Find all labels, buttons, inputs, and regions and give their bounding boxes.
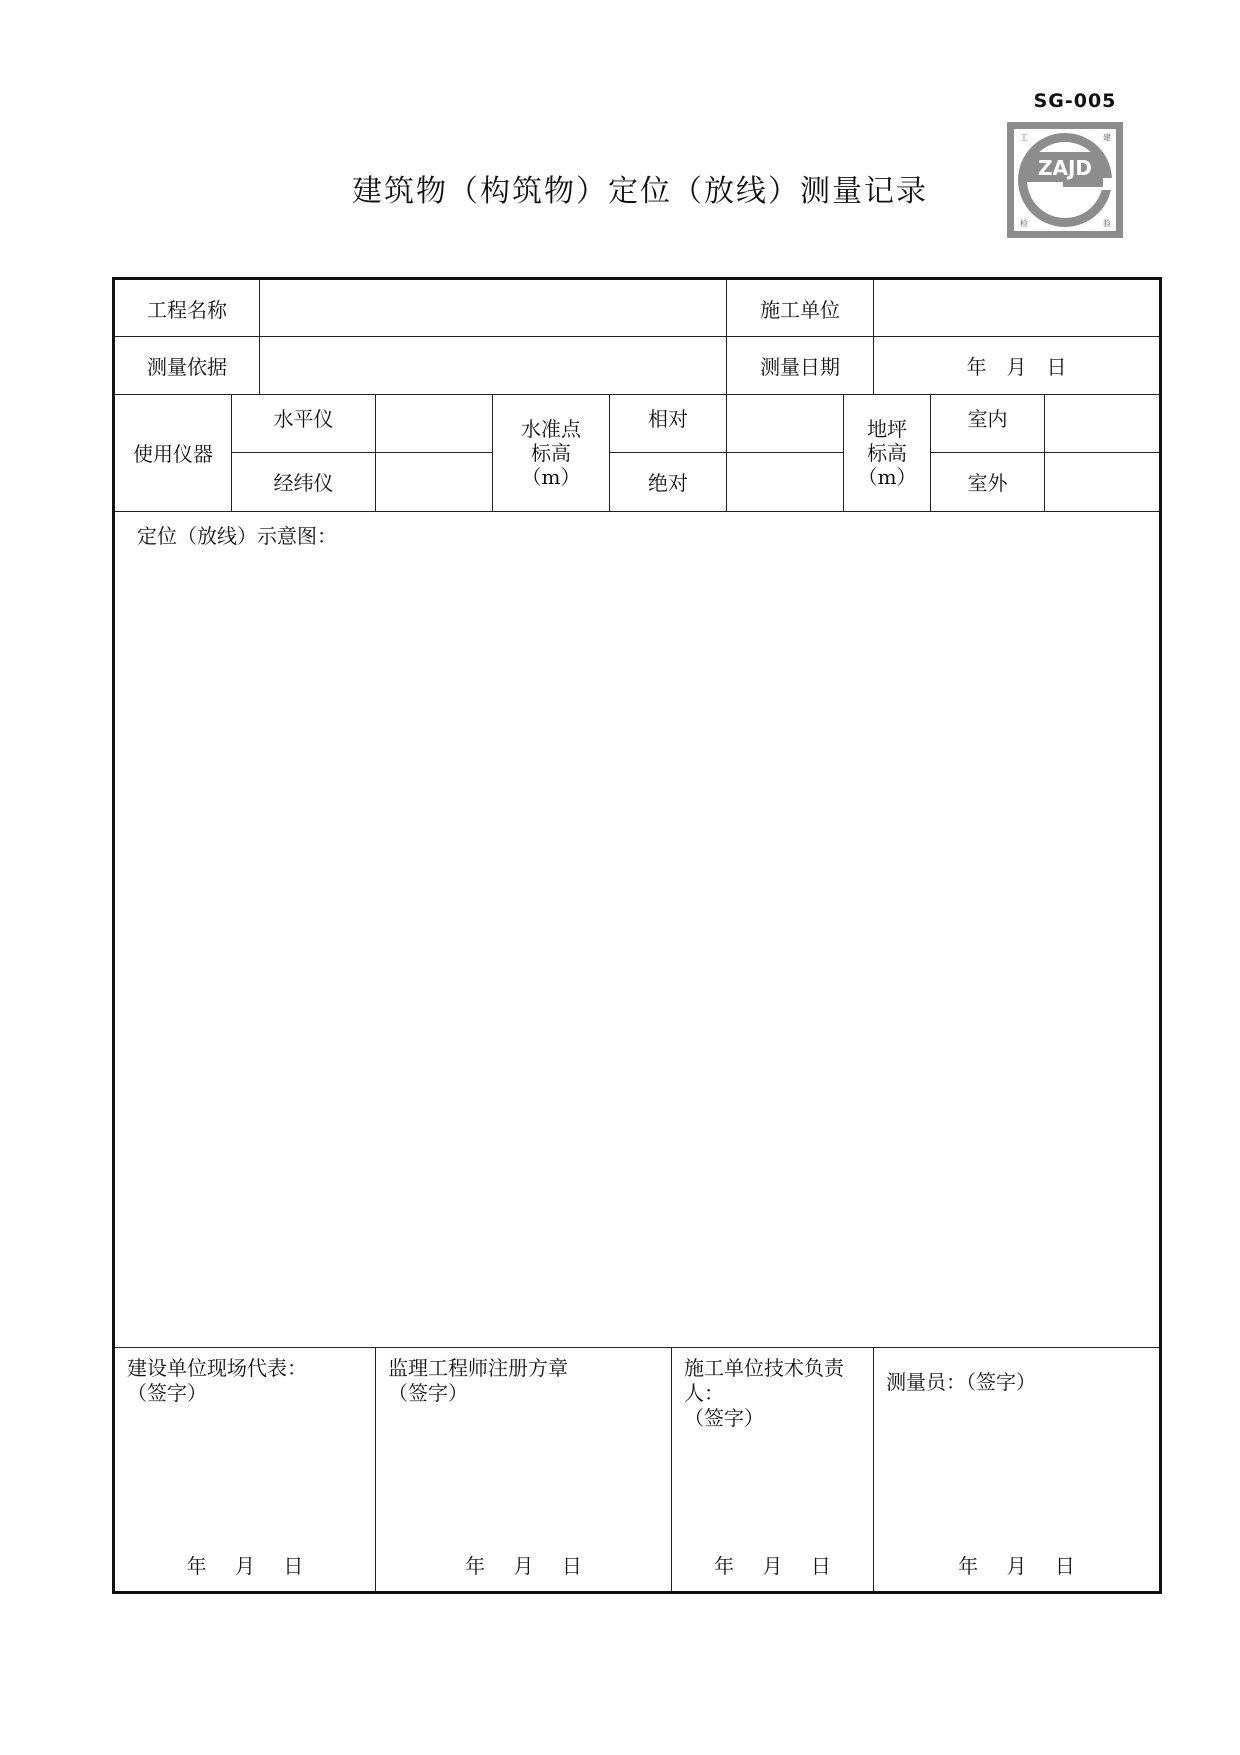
contractor-label: 施工单位 [727, 279, 874, 337]
survey-date-field[interactable]: 年 月 日 [874, 337, 1161, 395]
svg-text:检: 检 [1020, 219, 1028, 228]
layout-diagram-area[interactable] [114, 511, 1161, 1348]
survey-basis-field[interactable] [260, 337, 727, 395]
logo-text: ZAJD [1037, 156, 1093, 180]
page-title: 建筑物（构筑物）定位（放线）测量记录 [352, 174, 928, 209]
signature-owner-rep[interactable]: 建设单位现场代表： （签字） 年 月 日 [114, 1348, 376, 1593]
signature-date: 年 月 日 [465, 1554, 582, 1578]
indoor-label: 室内 [931, 395, 1045, 453]
contractor-field[interactable] [874, 279, 1161, 337]
level-instrument-field[interactable] [376, 395, 493, 453]
signature-date: 年 月 日 [186, 1554, 304, 1578]
project-name-label: 工程名称 [114, 279, 260, 337]
signature-supervisor[interactable]: 监理工程师注册方章 （签字） 年 月 日 [376, 1348, 672, 1593]
signature-date: 年 月 日 [714, 1554, 831, 1578]
absolute-field[interactable] [727, 453, 844, 511]
svg-text:验: 验 [1103, 219, 1111, 228]
svg-text:建: 建 [1103, 133, 1111, 142]
outdoor-field[interactable] [1045, 453, 1161, 511]
floor-elevation-label: 地坪 标高 （m） [844, 395, 931, 511]
relative-field[interactable] [727, 395, 844, 453]
survey-basis-label: 测量依据 [114, 337, 260, 395]
signature-contractor-tech-lead[interactable]: 施工单位技术负责人： （签字） 年 月 日 [672, 1348, 874, 1593]
indoor-field[interactable] [1045, 395, 1161, 453]
theodolite-field[interactable] [376, 453, 493, 511]
zajd-logo-icon [1005, 120, 1125, 240]
level-instrument-label: 水平仪 [232, 395, 376, 453]
instruments-label: 使用仪器 [114, 395, 232, 511]
survey-record-form [112, 277, 1162, 1594]
survey-date-label: 测量日期 [727, 337, 874, 395]
outdoor-label: 室外 [931, 453, 1045, 511]
benchmark-elevation-label: 水准点 标高 （m） [493, 395, 610, 511]
svg-text:工: 工 [1020, 133, 1028, 142]
absolute-label: 绝对 [610, 453, 727, 511]
layout-diagram-label: 定位（放线）示意图： [137, 523, 337, 548]
relative-label: 相对 [610, 395, 727, 453]
document-code: SG-005 [1033, 90, 1117, 112]
signature-surveyor[interactable]: 测量员：（签字） 年 月 日 [874, 1348, 1161, 1593]
project-name-field[interactable] [260, 279, 727, 337]
signature-date: 年 月 日 [958, 1554, 1075, 1578]
theodolite-label: 经纬仪 [232, 453, 376, 511]
